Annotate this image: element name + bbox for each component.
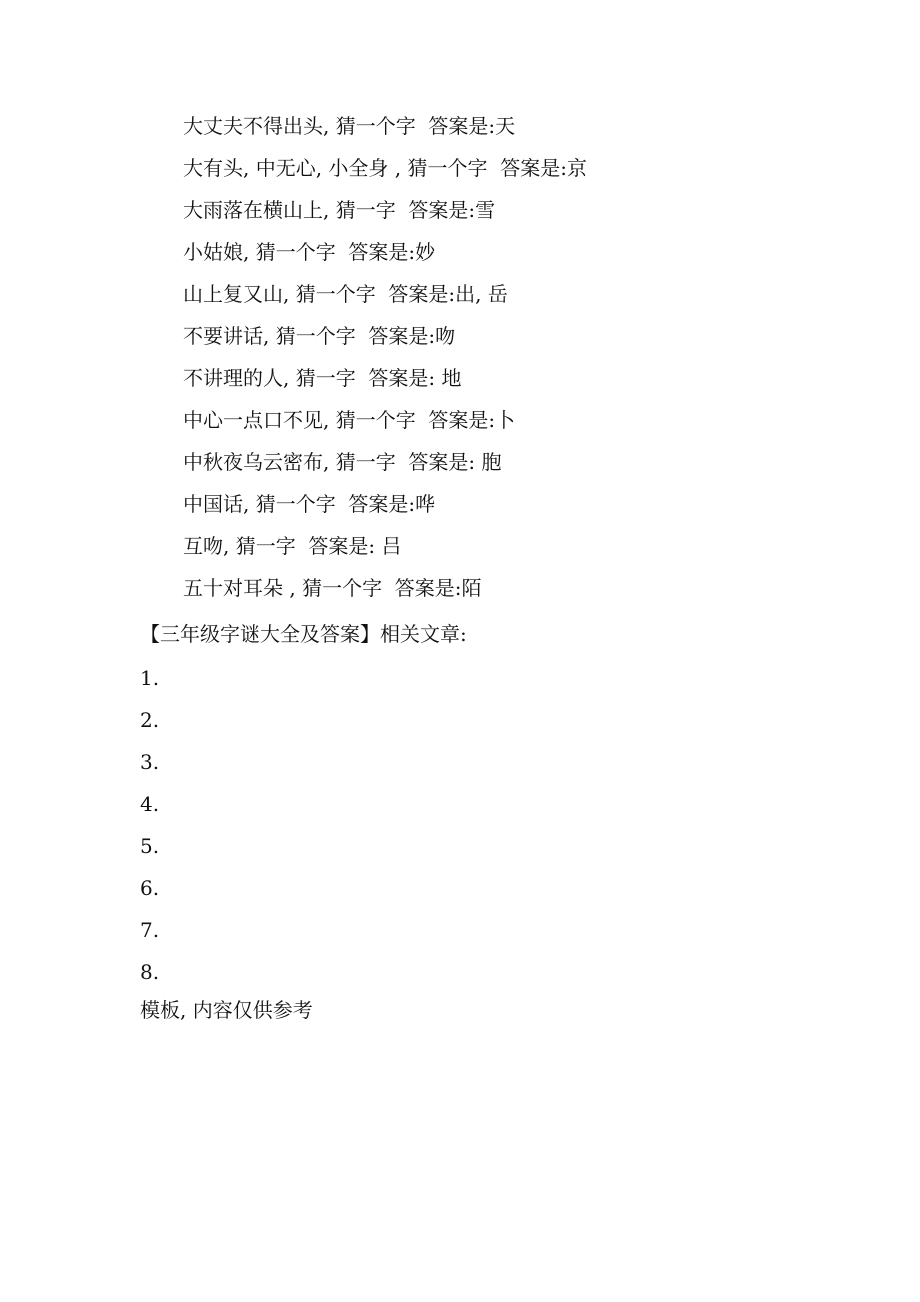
riddle-item: 中秋夜乌云密布, 猜一字 答案是: 胞 [183, 450, 502, 474]
related-article-item[interactable]: 7. [140, 918, 160, 942]
riddle-item: 互吻, 猜一字 答案是: 吕 [183, 534, 402, 558]
riddle-item: 小姑娘, 猜一个字 答案是:妙 [183, 240, 436, 264]
related-articles-list [140, 660, 159, 996]
riddle-item: 中国话, 猜一个字 答案是:哗 [183, 492, 436, 516]
related-article-item[interactable]: 8. [140, 960, 160, 984]
riddle-list [183, 108, 587, 612]
riddle-item: 五十对耳朵 , 猜一个字 答案是:陌 [183, 576, 482, 600]
related-article-item[interactable]: 3. [140, 750, 160, 774]
riddle-item: 大有头, 中无心, 小全身 , 猜一个字 答案是:京 [183, 156, 587, 180]
related-article-item[interactable]: 4. [140, 792, 160, 816]
riddle-item: 山上复又山, 猜一个字 答案是:出, 岳 [183, 282, 508, 306]
footer-note: 模板, 内容仅供参考 [140, 998, 313, 1022]
riddle-item: 中心一点口不见, 猜一个字 答案是:卜 [183, 408, 516, 432]
related-article-item[interactable]: 5. [140, 834, 160, 858]
riddle-item: 不要讲话, 猜一个字 答案是:吻 [183, 324, 456, 348]
related-articles-heading: 【三年级字谜大全及答案】相关文章: [140, 622, 467, 646]
related-article-item[interactable]: 1. [140, 666, 160, 690]
related-article-item[interactable]: 6. [140, 876, 160, 900]
riddle-item: 大丈夫不得出头, 猜一个字 答案是:天 [183, 114, 516, 138]
riddle-item: 不讲理的人, 猜一字 答案是: 地 [183, 366, 462, 390]
riddle-item: 大雨落在横山上, 猜一字 答案是:雪 [183, 198, 496, 222]
related-article-item[interactable]: 2. [140, 708, 160, 732]
